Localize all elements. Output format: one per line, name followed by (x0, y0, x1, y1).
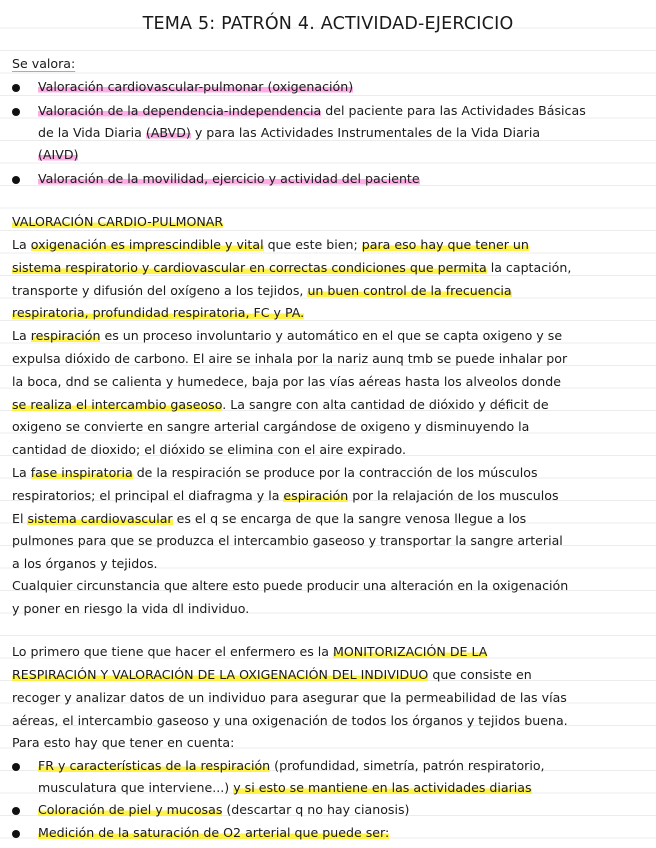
highlight-text: (ABVD) (145, 125, 191, 140)
intro-bullet-2-line-2 (38, 124, 540, 142)
highlight-text: un buen control de la frecuencia (307, 283, 512, 298)
highlight-text: Valoración de la dependencia-independencia (38, 103, 322, 118)
body-text: la boca, dnd se calienta y humedece, baja por las vías aéreas hasta los alveolos donde (12, 374, 561, 389)
body-text: expulsa dióxido de carbono. El aire se inhala por la nariz aunq tmb se puede inhalar por (12, 351, 568, 366)
highlight-text: fase inspiratoria (30, 465, 133, 480)
intro-bullet-2-line-1 (38, 102, 586, 120)
highlight-text: espiración (283, 488, 349, 503)
highlight-text: respiración (30, 328, 101, 343)
body-text: que este bien; (263, 237, 362, 252)
highlight-text: Coloración de piel y mucosas (38, 802, 223, 817)
body-text: cantidad de dioxido; el dióxido se elimina con el aire expirado. (12, 442, 407, 457)
paragraph-line (12, 532, 563, 550)
section2-bullet-2 (38, 801, 409, 819)
bullet-dot-icon (12, 830, 20, 838)
se-valora-line (12, 55, 75, 73)
paragraph-line (12, 555, 158, 573)
bullet-dot-icon (12, 108, 20, 116)
paragraph-line (12, 666, 532, 684)
highlight-text: FR y características de la respiración (38, 758, 271, 773)
paragraph-line (12, 441, 406, 459)
body-text: del paciente para las Actividades Básicas (321, 103, 586, 118)
body-text: que consiste en (428, 667, 532, 682)
highlight-text: RESPIRACIÓN Y VALORACIÓN DE LA OXIGENACIÓN DEL INDIVIDUO (12, 667, 429, 682)
highlight-text: y si esto se mantiene en las actividades diarias (233, 780, 532, 795)
body-text: a los órganos y tejidos. (12, 556, 158, 571)
body-text: y para las Actividades Instrumentales de la Vida Diaria (190, 125, 541, 140)
se-valora-label: Se valora: (12, 56, 76, 71)
paragraph-line (12, 373, 561, 391)
paragraph-line (12, 282, 512, 300)
bullet-dot-icon (12, 763, 20, 771)
body-text: Cualquier circunstancia que altere esto puede producir una alteración en la oxigenación (12, 578, 569, 593)
body-text: y poner en riesgo la vida dl individuo. (12, 601, 250, 616)
body-text: Para esto hay que tener en cuenta: (12, 735, 235, 750)
paragraph-line (12, 259, 571, 277)
body-text: musculatura que interviene...) (38, 780, 234, 795)
paragraph-line (12, 712, 568, 730)
body-text: La (12, 237, 31, 252)
highlight-text: VALORACIÓN CARDIO-PULMONAR (12, 214, 224, 229)
highlight-text: para eso hay que tener un (361, 237, 529, 252)
section-heading (12, 213, 223, 231)
paragraph-line (12, 734, 234, 752)
highlight-text: (AIVD) (38, 147, 79, 162)
highlight-text: Medición de la saturación de O2 arterial que puede ser: (38, 825, 390, 840)
section2-bullet-1-line-2 (38, 779, 532, 797)
body-text: oxigeno se convierte en sangre arterial cargándose de oxigeno y disminuyendo la (12, 419, 530, 434)
body-text: de la Vida Diaria (38, 125, 146, 140)
body-text: La (12, 328, 31, 343)
body-text: es un proceso involuntario y automático en el que se capta oxigeno y se (100, 328, 563, 343)
paragraph-line (12, 487, 559, 505)
paragraph-line (12, 689, 567, 707)
highlight-text: sistema respiratorio y cardiovascular en correctas condiciones que permita (12, 260, 487, 275)
intro-bullet-1 (38, 78, 353, 96)
body-text: por la relajación de los musculos (348, 488, 559, 503)
body-text: (descartar q no hay cianosis) (222, 802, 410, 817)
bullet-dot-icon (12, 807, 20, 815)
paragraph-line (12, 600, 249, 618)
intro-bullet-2-line-3 (38, 146, 78, 164)
highlight-text: sistema cardiovascular (27, 511, 173, 526)
paragraph-line (12, 236, 529, 254)
body-text: La (12, 465, 31, 480)
highlight-text: Valoración de la movilidad, ejercicio y actividad del paciente (38, 171, 420, 186)
paragraph-line (12, 304, 304, 322)
paragraph-line (12, 577, 568, 595)
highlight-text: Valoración cardiovascular-pulmonar (oxigenación) (38, 79, 354, 94)
section2-bullet-3 (38, 824, 389, 842)
highlight-text: oxigenación es imprescindible y vital (30, 237, 264, 252)
paragraph-line (12, 396, 549, 414)
paragraph-line (12, 350, 567, 368)
paragraph-line (12, 464, 538, 482)
page-title: TEMA 5: PATRÓN 4. ACTIVIDAD-EJERCICIO (142, 14, 514, 34)
highlight-text: se realiza el intercambio gaseoso (12, 397, 223, 412)
body-text: pulmones para que se produzca el intercambio gaseoso y transportar la sangre arterial (12, 533, 563, 548)
body-text: de la respiración se produce por la contracción de los músculos (132, 465, 538, 480)
body-text: transporte y difusión del oxígeno a los tejidos, (12, 283, 308, 298)
paragraph-line (12, 643, 487, 661)
highlight-text: respiratoria, profundidad respiratoria, FC y PA. (12, 305, 305, 320)
paragraph-line (12, 327, 562, 345)
body-text: Lo primero que tiene que hacer el enfermero es la (12, 644, 333, 659)
body-text: El (12, 511, 28, 526)
body-text: (profundidad, simetría, patrón respiratorio, (270, 758, 545, 773)
paragraph-line (12, 510, 526, 528)
paragraph-line (12, 418, 529, 436)
body-text: la captación, (486, 260, 572, 275)
section2-bullet-1-line-1 (38, 757, 545, 775)
body-text: . La sangre con alta cantidad de dióxido y déficit de (222, 397, 549, 412)
bullet-dot-icon (12, 176, 20, 184)
body-text: es el q se encarga de que la sangre venosa llegue a los (172, 511, 527, 526)
body-text: recoger y analizar datos de un individuo para asegurar que la permeabilidad de las vías (12, 690, 567, 705)
body-text: aéreas, el intercambio gaseoso y una oxigenación de todos los órganos y tejidos buena. (12, 713, 568, 728)
bullet-dot-icon (12, 84, 20, 92)
highlight-text: MONITORIZACIÓN DE LA (333, 644, 488, 659)
intro-bullet-3 (38, 170, 420, 188)
body-text: respiratorios; el principal el diafragma y la (12, 488, 284, 503)
